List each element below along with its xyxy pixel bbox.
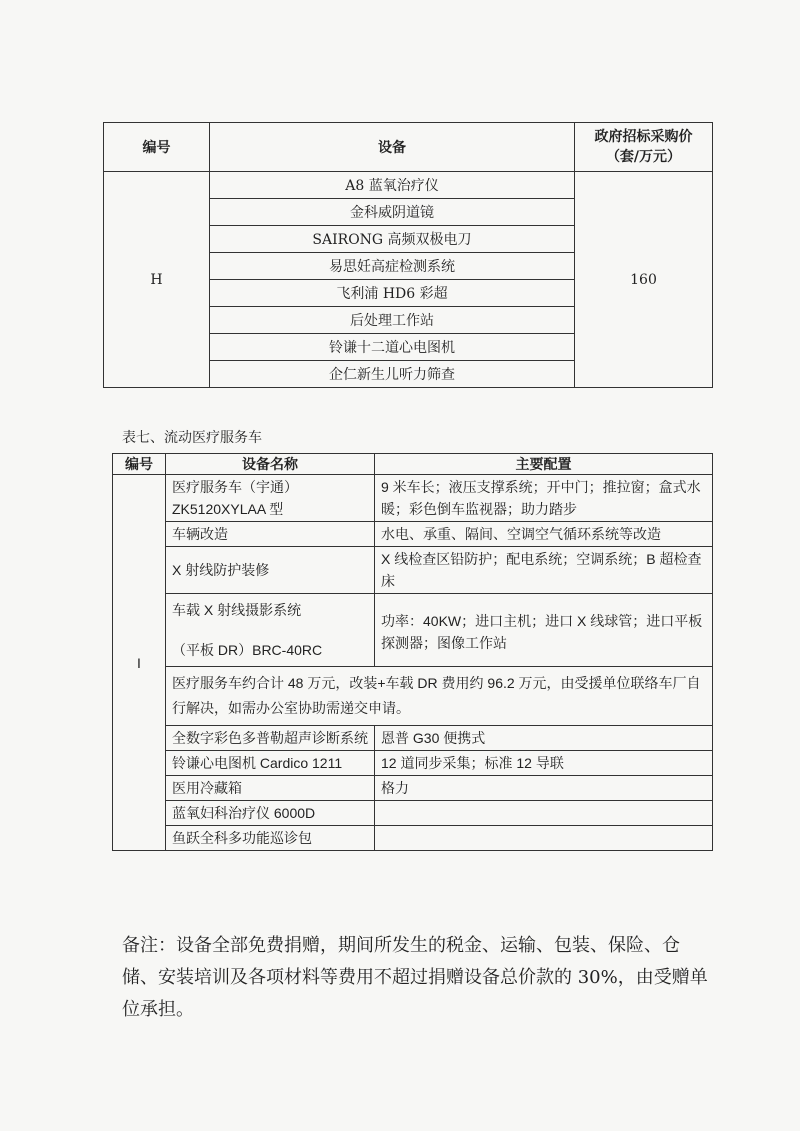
equipment-table-h xyxy=(103,122,713,388)
device-name: 医疗服务车（宇通） ZK5120XYLAA 型 xyxy=(166,475,375,522)
equipment-item: 铃谦十二道心电图机 xyxy=(210,334,575,361)
table-row xyxy=(113,667,713,726)
table-row xyxy=(113,522,713,547)
table-row xyxy=(113,547,713,594)
device-name: 全数字彩色多普勒超声诊断系统 xyxy=(166,726,375,751)
device-config: 功率：40KW；进口主机；进口 X 线球管；进口平板探测器；图像工作站 xyxy=(375,594,713,667)
device-config xyxy=(375,826,713,851)
device-name: 铃谦心电图机 Cardico 1211 xyxy=(166,751,375,776)
equipment-item: 飞利浦 HD6 彩超 xyxy=(210,280,575,307)
device-name: 医用冷藏箱 xyxy=(166,776,375,801)
device-config: 恩普 G30 便携式 xyxy=(375,726,713,751)
table-header-row xyxy=(104,123,713,172)
table-row xyxy=(113,475,713,522)
table-row xyxy=(104,172,713,199)
device-name: 鱼跃全科多功能巡诊包 xyxy=(166,826,375,851)
device-name: X 射线防护装修 xyxy=(166,547,375,594)
device-config: 格力 xyxy=(375,776,713,801)
equipment-item: 金科威阴道镜 xyxy=(210,199,575,226)
table-row xyxy=(113,826,713,851)
remarks: 备注：设备全部免费捐赠，期间所发生的税金、运输、包装、保险、仓储、安装培训及各项材料等费用不超过捐赠设备总价款的 30%，由受赠单位承担。 xyxy=(122,935,708,1020)
group-price: 160 xyxy=(575,172,713,388)
header-device-name: 设备名称 xyxy=(166,454,375,475)
device-config: 水电、承重、隔间、空调空气循环系统等改造 xyxy=(375,522,713,547)
device-config xyxy=(375,801,713,826)
device-name: 蓝氧妇科治疗仪 6000D xyxy=(166,801,375,826)
header-code: 编号 xyxy=(113,454,166,475)
table-row xyxy=(113,776,713,801)
header-code: 编号 xyxy=(104,123,210,172)
table-7-caption: 表七、流动医疗服务车 xyxy=(122,430,262,446)
table-row xyxy=(113,594,713,667)
device-name: 车载 X 射线摄影系统 （平板 DR）BRC-40RC xyxy=(166,594,375,667)
device-name: 车辆改造 xyxy=(166,522,375,547)
table-row xyxy=(113,726,713,751)
header-price: 政府招标采购价 （套/万元） xyxy=(575,123,713,172)
device-config: X 线检查区铅防护；配电系统；空调系统；B 超检查床 xyxy=(375,547,713,594)
cost-note: 医疗服务车约合计 48 万元，改装+车载 DR 费用约 96.2 万元，由受援单位联络车厂自行解决，如需办公室协助需递交申请。 xyxy=(166,667,713,726)
table-header-row xyxy=(113,454,713,475)
group-code: H xyxy=(104,172,210,388)
equipment-item: A8 蓝氧治疗仪 xyxy=(210,172,575,199)
equipment-item: SAIRONG 高频双极电刀 xyxy=(210,226,575,253)
header-equipment: 设备 xyxy=(210,123,575,172)
mobile-service-vehicle-table xyxy=(112,453,713,851)
equipment-item: 后处理工作站 xyxy=(210,307,575,334)
equipment-item: 企仁新生儿听力筛查 xyxy=(210,361,575,388)
table-row xyxy=(113,801,713,826)
device-config: 9 米车长；液压支撑系统；开中门；推拉窗；盒式水暖；彩色倒车监视器；助力踏步 xyxy=(375,475,713,522)
device-config: 12 道同步采集；标准 12 导联 xyxy=(375,751,713,776)
equipment-item: 易思妊高症检测系统 xyxy=(210,253,575,280)
header-main-config: 主要配置 xyxy=(375,454,713,475)
table-row xyxy=(113,751,713,776)
group-code: I xyxy=(113,475,166,851)
